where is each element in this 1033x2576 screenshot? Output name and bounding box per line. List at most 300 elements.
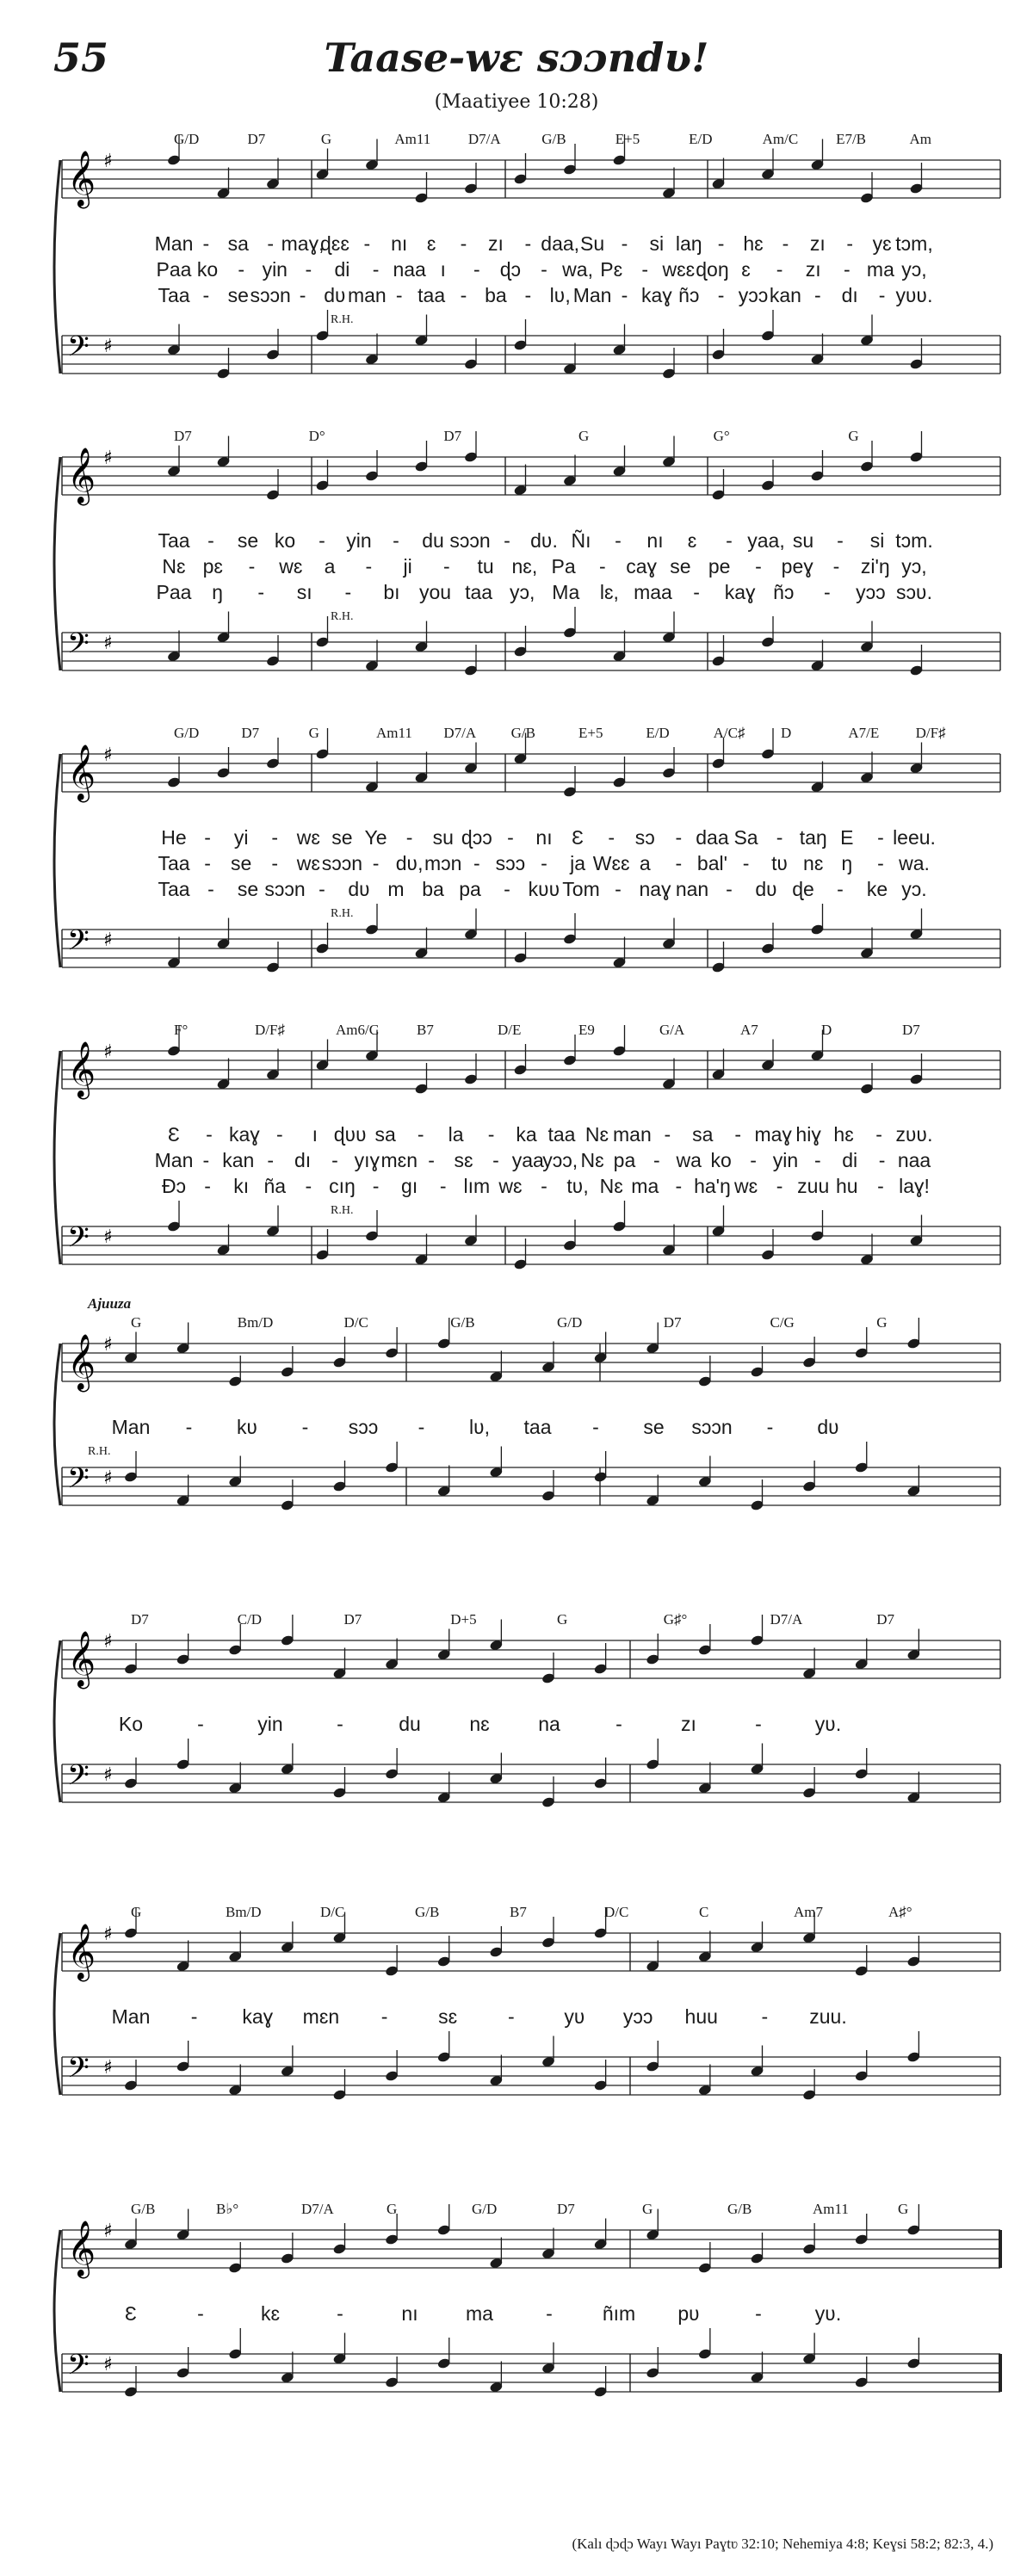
lyric-syllable: - bbox=[439, 1175, 447, 1197]
lyric-syllable: Nɛ bbox=[162, 555, 186, 578]
lyric-syllable: ko bbox=[710, 1149, 732, 1171]
key-signature-sharp-icon: ♯ bbox=[103, 1334, 113, 1356]
lyric-syllable: you bbox=[418, 581, 452, 603]
chord-symbol: D7 bbox=[663, 1314, 682, 1331]
lyric-syllable: Man bbox=[111, 2005, 151, 2028]
lyric-syllable: hu bbox=[836, 1175, 858, 1197]
lyric-syllable: - bbox=[717, 232, 725, 255]
lyric-syllable: yʋ. bbox=[814, 1713, 842, 1735]
chord-symbol: G bbox=[898, 2201, 909, 2217]
chord-symbol: Am11 bbox=[813, 2201, 849, 2217]
scripture-reference: (Maatiyee 10:28) bbox=[434, 91, 599, 113]
chord-symbol: G bbox=[320, 131, 332, 147]
lyric-syllable: tɔm, bbox=[895, 232, 933, 255]
chord-symbol: Am6/C bbox=[336, 1022, 380, 1038]
lyric-syllable: kan bbox=[769, 284, 801, 306]
lyric-syllable: ñɔ bbox=[678, 284, 700, 306]
music-system bbox=[53, 426, 1000, 701]
lyric-syllable: - bbox=[755, 555, 762, 578]
lyric-syllable: Wɛɛ bbox=[592, 852, 630, 874]
lyric-syllable: ı bbox=[440, 258, 446, 281]
lyric-syllable: - bbox=[615, 1713, 622, 1735]
lyric-syllable: - bbox=[877, 826, 884, 849]
lyric-syllable: hiɣ bbox=[795, 1123, 821, 1146]
lyric-syllable: dı bbox=[841, 284, 858, 306]
lyric-verse-line bbox=[53, 878, 1000, 902]
lyric-syllable: kan bbox=[222, 1149, 255, 1171]
lyric-syllable: maa bbox=[634, 581, 672, 603]
lyric-syllable: ɛ bbox=[741, 258, 751, 281]
lyric-syllable: dʋ bbox=[755, 878, 777, 900]
chord-symbol: C/G bbox=[770, 1314, 795, 1331]
key-signature-sharp-icon: ♯ bbox=[103, 2221, 113, 2242]
lyric-syllable: huu bbox=[684, 2005, 718, 2028]
lyric-syllable: sɔɔn bbox=[691, 1416, 733, 1438]
lyric-syllable: Pa bbox=[551, 555, 576, 578]
lyric-syllable: Ɛ bbox=[168, 1123, 180, 1146]
song-title: Taase-wɛ sɔɔndʋ! bbox=[324, 34, 709, 81]
music-system bbox=[53, 723, 1000, 998]
chord-symbol: B♭° bbox=[216, 2201, 239, 2217]
lyric-syllable: - bbox=[418, 1416, 425, 1438]
lyric-syllable: sɔʋ. bbox=[896, 581, 932, 603]
section-label: Ajuuza bbox=[88, 1295, 132, 1312]
lyric-syllable: sɔɔn bbox=[321, 852, 363, 874]
lyric-syllable: di bbox=[842, 1149, 858, 1171]
chord-symbol: D/E bbox=[498, 1022, 522, 1038]
lyric-syllable: yʋ bbox=[564, 2005, 585, 2028]
lyric-syllable: nı bbox=[401, 2302, 418, 2325]
lyric-syllable: mɛn bbox=[302, 2005, 340, 2028]
chord-symbol: D7/A bbox=[770, 1611, 803, 1628]
lyric-syllable: - bbox=[726, 878, 733, 900]
lyric-syllable: - bbox=[204, 1175, 211, 1197]
lyric-syllable: Man bbox=[154, 1149, 194, 1171]
lyric-syllable: hɛ bbox=[743, 232, 764, 255]
lyric-syllable: daa, bbox=[541, 232, 580, 255]
lyric-syllable: - bbox=[878, 284, 886, 306]
chord-symbol: D/F♯ bbox=[915, 725, 946, 741]
lyric-syllable: yʋ. bbox=[814, 2302, 842, 2325]
lyric-syllable: nɛ bbox=[803, 852, 824, 874]
lyric-syllable: - bbox=[204, 852, 211, 874]
right-hand-marking: R.H. bbox=[88, 1445, 111, 1458]
lyric-syllable: - bbox=[372, 852, 380, 874]
lyric-syllable: a bbox=[639, 852, 651, 874]
lyric-syllable: zi'ŋ bbox=[860, 555, 890, 578]
chord-symbol: A7 bbox=[740, 1022, 758, 1038]
lyric-syllable: wa. bbox=[899, 852, 930, 874]
lyric-syllable: - bbox=[877, 852, 884, 874]
lyric-syllable: - bbox=[331, 1149, 338, 1171]
lyric-syllable: - bbox=[197, 2302, 204, 2325]
lyric-syllable: - bbox=[248, 555, 256, 578]
lyric-syllable: se bbox=[237, 529, 259, 552]
chord-symbol: Bm/D bbox=[226, 1904, 262, 1920]
lyric-syllable: - bbox=[675, 1175, 683, 1197]
lyric-syllable: - bbox=[417, 1123, 424, 1146]
lyric-syllable: yɔ, bbox=[901, 555, 927, 578]
footer-references: (Kalı ɖɔɖɔ Wayı Wayı Paɣtʋ 32:10; Nehemiya 4:8; Keɣsi 58:2; 82:3, 4.) bbox=[572, 2536, 993, 2552]
lyric-syllable: ɛ bbox=[426, 232, 436, 255]
lyric-syllable: sa bbox=[692, 1123, 714, 1146]
lyric-syllable: Sa bbox=[733, 826, 758, 849]
lyric-syllable: - bbox=[202, 1149, 210, 1171]
lyric-syllable: - bbox=[776, 1175, 783, 1197]
lyric-syllable: - bbox=[541, 852, 547, 874]
lyric-syllable: Ɛ bbox=[125, 2302, 137, 2325]
chord-symbol: G bbox=[557, 1611, 568, 1628]
lyric-syllable: se bbox=[227, 284, 249, 306]
chord-symbol: B7 bbox=[417, 1022, 434, 1038]
chord-symbol: D7 bbox=[443, 428, 462, 444]
lyric-syllable: yin bbox=[262, 258, 288, 281]
chord-symbol: D/C bbox=[604, 1904, 629, 1920]
treble-clef-icon: 𝄞 bbox=[67, 1924, 96, 1980]
lyric-syllable: ña bbox=[263, 1175, 287, 1197]
chord-symbol: D/F♯ bbox=[255, 1022, 285, 1038]
lyric-syllable: si bbox=[649, 232, 665, 255]
lyric-syllable: - bbox=[206, 1123, 213, 1146]
lyric-syllable: se bbox=[643, 1416, 665, 1438]
chord-symbol: C bbox=[699, 1904, 709, 1920]
lyric-syllable: - bbox=[813, 284, 821, 306]
chord-symbol: E/D bbox=[646, 725, 670, 741]
chord-symbol: Am/C bbox=[762, 131, 799, 147]
lyric-syllable: ɛ bbox=[687, 529, 697, 552]
bass-clef-icon: 𝄢 bbox=[67, 627, 90, 667]
lyric-verse-line bbox=[53, 258, 1000, 282]
lyric-syllable: - bbox=[875, 1123, 882, 1146]
lyric-verse-line bbox=[53, 2005, 1000, 2029]
chord-symbol: G/B bbox=[541, 131, 566, 147]
lyric-syllable: - bbox=[541, 258, 547, 281]
chord-symbol: D7/A bbox=[301, 2201, 334, 2217]
key-signature-sharp-icon: ♯ bbox=[103, 151, 113, 172]
lyric-syllable: - bbox=[238, 258, 245, 281]
lyric-syllable: kaɣ bbox=[242, 2005, 274, 2028]
lyric-syllable: zuu bbox=[797, 1175, 830, 1197]
lyric-syllable: - bbox=[675, 826, 683, 849]
lyric-syllable: - bbox=[305, 258, 312, 281]
lyric-syllable: - bbox=[734, 1123, 742, 1146]
lyric-syllable: dı bbox=[294, 1149, 312, 1171]
lyric-syllable: Taa bbox=[158, 852, 190, 874]
lyric-syllable: Man bbox=[111, 1416, 151, 1438]
song-number: 55 bbox=[53, 34, 109, 81]
chord-symbol: G bbox=[848, 428, 859, 444]
lyric-syllable: - bbox=[878, 1149, 886, 1171]
lyric-syllable: - bbox=[507, 2005, 515, 2028]
lyric-syllable: tʋ, bbox=[566, 1175, 589, 1197]
key-signature-sharp-icon: ♯ bbox=[103, 336, 113, 357]
chord-symbol: E+5 bbox=[615, 131, 640, 147]
lyric-syllable: na bbox=[538, 1713, 560, 1735]
lyric-syllable: ha'ŋ bbox=[694, 1175, 731, 1197]
lyric-verse-line bbox=[53, 852, 1000, 876]
lyric-syllable: leeu. bbox=[893, 826, 936, 849]
music-system bbox=[53, 2199, 1000, 2474]
lyric-syllable: sɔɔn bbox=[449, 529, 491, 552]
lyric-syllable: - bbox=[621, 232, 628, 255]
lyric-syllable: zı bbox=[809, 232, 826, 255]
lyric-syllable: kı bbox=[233, 1175, 250, 1197]
treble-clef-icon: 𝄞 bbox=[67, 744, 96, 800]
lyric-verse-line bbox=[53, 529, 1000, 553]
lyric-syllable: du bbox=[399, 1713, 421, 1735]
right-hand-marking: R.H. bbox=[331, 610, 354, 623]
chord-symbol: Am7 bbox=[794, 1904, 823, 1920]
lyric-syllable: - bbox=[337, 1713, 343, 1735]
lyric-syllable: taa bbox=[418, 284, 446, 306]
lyric-syllable: Nɛ bbox=[580, 1149, 604, 1171]
lyric-syllable: ŋ bbox=[841, 852, 853, 874]
lyric-syllable: yɛ bbox=[872, 232, 892, 255]
lyric-syllable: pa bbox=[459, 878, 481, 900]
chord-symbol: D7/A bbox=[443, 725, 477, 741]
lyric-syllable: - bbox=[524, 284, 532, 306]
lyric-syllable: - bbox=[843, 258, 851, 281]
lyric-syllable: Ma bbox=[552, 581, 580, 603]
lyric-syllable: - bbox=[305, 1175, 312, 1197]
chord-symbol: G bbox=[131, 1904, 142, 1920]
lyric-syllable: - bbox=[755, 2302, 762, 2325]
lyric-syllable: naɣ bbox=[639, 878, 671, 900]
treble-clef-icon: 𝄞 bbox=[67, 151, 96, 207]
lyric-syllable: se bbox=[237, 878, 259, 900]
lyric-syllable: ı bbox=[312, 1123, 318, 1146]
lyric-syllable: sɔɔn bbox=[250, 284, 291, 306]
lyric-syllable: daa bbox=[696, 826, 729, 849]
bass-clef-icon: 𝄢 bbox=[67, 1759, 90, 1799]
lyric-syllable: - bbox=[185, 1416, 193, 1438]
lyric-syllable: taa bbox=[465, 581, 493, 603]
lyric-syllable: dʋ bbox=[348, 878, 370, 900]
lyric-syllable: maɣ bbox=[754, 1123, 792, 1146]
lyric-syllable: wɛɛ bbox=[662, 258, 696, 281]
bass-clef-icon: 𝄢 bbox=[67, 924, 90, 964]
lyric-syllable: nı bbox=[646, 529, 664, 552]
lyric-syllable: sɛ bbox=[438, 2005, 458, 2028]
lyric-syllable: ɖɔ bbox=[499, 258, 522, 281]
lyric-verse-line bbox=[53, 1123, 1000, 1147]
lyric-syllable: dʋ bbox=[324, 284, 346, 306]
treble-clef-icon: 𝄞 bbox=[67, 448, 96, 503]
lyric-syllable: gı bbox=[401, 1175, 418, 1197]
lyric-syllable: Paa bbox=[156, 258, 192, 281]
lyric-syllable: - bbox=[372, 258, 380, 281]
lyric-syllable: zı bbox=[805, 258, 821, 281]
lyric-syllable: ɖɔɔ bbox=[461, 826, 492, 849]
lyric-syllable: ma bbox=[466, 2302, 493, 2325]
lyric-syllable: - bbox=[615, 529, 622, 552]
chord-symbol: A/C♯ bbox=[713, 725, 745, 741]
lyric-syllable: - bbox=[442, 555, 450, 578]
chord-symbol: E+5 bbox=[578, 725, 603, 741]
chord-symbol: G/D bbox=[174, 725, 200, 741]
lyric-verse-line bbox=[53, 1713, 1000, 1737]
lyric-syllable: - bbox=[473, 852, 480, 874]
lyric-syllable: - bbox=[750, 1149, 757, 1171]
chord-symbol: D/C bbox=[320, 1904, 345, 1920]
lyric-syllable: - bbox=[823, 581, 831, 603]
key-signature-sharp-icon: ♯ bbox=[103, 448, 113, 469]
lyric-syllable: - bbox=[761, 2005, 769, 2028]
lyric-syllable: Taa bbox=[158, 284, 190, 306]
lyric-syllable: se bbox=[231, 852, 252, 874]
lyric-syllable: - bbox=[405, 826, 413, 849]
lyric-syllable: tʋ bbox=[771, 852, 789, 874]
lyric-syllable: - bbox=[487, 1123, 495, 1146]
lyric-syllable: pɛ bbox=[202, 555, 223, 578]
lyric-syllable: ma bbox=[631, 1175, 659, 1197]
chord-symbol: G bbox=[876, 1314, 888, 1331]
lyric-syllable: bı bbox=[383, 581, 400, 603]
lyric-syllable: la bbox=[448, 1123, 464, 1146]
lyric-syllable: se bbox=[670, 555, 691, 578]
lyric-syllable: sɔɔn bbox=[264, 878, 306, 900]
chord-symbol: G bbox=[387, 2201, 398, 2217]
chord-symbol: G bbox=[131, 1314, 142, 1331]
bass-clef-icon: 𝄢 bbox=[67, 2349, 90, 2388]
lyric-syllable: - bbox=[782, 232, 789, 255]
music-system bbox=[53, 1295, 1000, 1588]
lyric-syllable: yin bbox=[346, 529, 372, 552]
lyric-syllable: su bbox=[432, 826, 454, 849]
lyric-syllable: yin bbox=[772, 1149, 799, 1171]
lyric-syllable: nı bbox=[391, 232, 408, 255]
lyric-syllable: yʋʋ. bbox=[895, 284, 933, 306]
lyric-syllable: ka bbox=[516, 1123, 537, 1146]
chord-symbol: G bbox=[578, 428, 590, 444]
lyric-syllable: sɔɔ bbox=[495, 852, 526, 874]
lyric-syllable: - bbox=[717, 284, 725, 306]
lyric-syllable: Man bbox=[572, 284, 612, 306]
lyric-syllable: Ɖɔ bbox=[161, 1175, 187, 1197]
lyric-syllable: zı bbox=[681, 1713, 696, 1735]
chord-symbol: G/B bbox=[131, 2201, 156, 2217]
lyric-syllable: kʋʋ bbox=[528, 878, 560, 900]
lyric-syllable: nan bbox=[675, 878, 709, 900]
lyric-syllable: - bbox=[207, 878, 214, 900]
right-hand-marking: R.H. bbox=[331, 1204, 354, 1217]
lyric-syllable: pe bbox=[708, 555, 731, 578]
lyric-syllable: wa, bbox=[562, 258, 593, 281]
lyric-syllable: - bbox=[837, 529, 844, 552]
lyric-syllable: Ye bbox=[364, 826, 387, 849]
lyric-syllable: wɛ bbox=[498, 1175, 523, 1197]
lyric-syllable: zı bbox=[487, 232, 504, 255]
lyric-syllable: - bbox=[592, 1416, 599, 1438]
lyric-syllable: - bbox=[344, 581, 352, 603]
key-signature-sharp-icon: ♯ bbox=[103, 930, 113, 951]
chord-symbol: D7 bbox=[343, 1611, 362, 1628]
lyric-syllable: Man bbox=[154, 232, 194, 255]
lyric-syllable: ñım bbox=[602, 2302, 636, 2325]
lyric-syllable: ŋ bbox=[212, 581, 223, 603]
lyric-syllable: lım bbox=[463, 1175, 491, 1197]
lyric-syllable: zuu. bbox=[809, 2005, 847, 2028]
lyric-syllable: - bbox=[524, 232, 532, 255]
lyric-syllable: - bbox=[693, 581, 700, 603]
lyric-syllable: wɛ bbox=[279, 555, 303, 578]
key-signature-sharp-icon: ♯ bbox=[103, 1041, 113, 1063]
key-signature-sharp-icon: ♯ bbox=[103, 1467, 113, 1489]
lyric-syllable: - bbox=[755, 1713, 762, 1735]
lyric-syllable: - bbox=[832, 555, 840, 578]
lyric-syllable: - bbox=[365, 555, 373, 578]
chord-symbol: G/D bbox=[472, 2201, 498, 2217]
lyric-syllable: ba bbox=[422, 878, 444, 900]
lyric-syllable: di bbox=[334, 258, 350, 281]
lyric-syllable: ɖʋʋ bbox=[333, 1123, 367, 1146]
key-signature-sharp-icon: ♯ bbox=[103, 1924, 113, 1945]
lyric-verse-line bbox=[53, 826, 1000, 850]
lyric-syllable: ji bbox=[403, 555, 412, 578]
chord-symbol: D7 bbox=[174, 428, 192, 444]
lyric-syllable: - bbox=[393, 529, 399, 552]
chord-symbol: E7/B bbox=[836, 131, 867, 147]
lyric-syllable: - bbox=[299, 284, 306, 306]
lyric-syllable: - bbox=[615, 878, 622, 900]
music-system bbox=[53, 1609, 1000, 1885]
lyric-syllable: - bbox=[372, 1175, 380, 1197]
chord-symbol: E/D bbox=[689, 131, 713, 147]
lyric-syllable: - bbox=[380, 2005, 388, 2028]
lyric-syllable: mɔn bbox=[424, 852, 462, 874]
lyric-syllable: - bbox=[504, 878, 510, 900]
chord-symbol: D7 bbox=[241, 725, 260, 741]
lyric-syllable: yaa, bbox=[747, 529, 785, 552]
lyric-syllable: dʋ, bbox=[395, 852, 424, 874]
lyric-syllable: - bbox=[675, 852, 683, 874]
lyric-syllable: - bbox=[271, 852, 279, 874]
chord-symbol: G bbox=[642, 2201, 653, 2217]
lyric-syllable: dʋ bbox=[817, 1416, 839, 1438]
bass-clef-icon: 𝄢 bbox=[67, 1221, 90, 1261]
lyric-syllable: - bbox=[473, 258, 480, 281]
lyric-syllable: si bbox=[869, 529, 885, 552]
lyric-syllable: kɛ bbox=[260, 2302, 281, 2325]
lyric-syllable: - bbox=[599, 555, 606, 578]
lyric-verse-line bbox=[53, 232, 1000, 256]
lyric-syllable: naa bbox=[393, 258, 426, 281]
lyric-verse-line bbox=[53, 2302, 1000, 2326]
lyric-syllable: Tom bbox=[562, 878, 600, 900]
chord-symbol: G♯° bbox=[663, 1611, 688, 1628]
lyric-syllable: yɔ, bbox=[510, 581, 535, 603]
lyric-syllable: - bbox=[621, 284, 628, 306]
key-signature-sharp-icon: ♯ bbox=[103, 2057, 113, 2079]
key-signature-sharp-icon: ♯ bbox=[103, 633, 113, 654]
lyric-syllable: yɔ, bbox=[901, 258, 927, 281]
lyric-syllable: tu bbox=[477, 555, 494, 578]
chord-symbol: Bm/D bbox=[237, 1314, 274, 1331]
lyric-syllable: Taa bbox=[158, 529, 190, 552]
lyric-syllable: ɖɛɛ bbox=[320, 232, 349, 255]
chord-symbol: E9 bbox=[578, 1022, 595, 1038]
lyric-syllable: peɣ bbox=[781, 555, 813, 578]
lyric-syllable: - bbox=[395, 284, 403, 306]
lyric-syllable: zʋʋ. bbox=[895, 1123, 933, 1146]
lyric-syllable: yɔɔ bbox=[856, 581, 886, 603]
lyric-syllable: - bbox=[301, 1416, 309, 1438]
chord-symbol: D/C bbox=[343, 1314, 368, 1331]
lyric-syllable: wɛ bbox=[296, 852, 320, 874]
lyric-verse-line bbox=[53, 581, 1000, 605]
lyric-syllable: - bbox=[460, 284, 467, 306]
lyric-syllable: bal' bbox=[696, 852, 727, 874]
